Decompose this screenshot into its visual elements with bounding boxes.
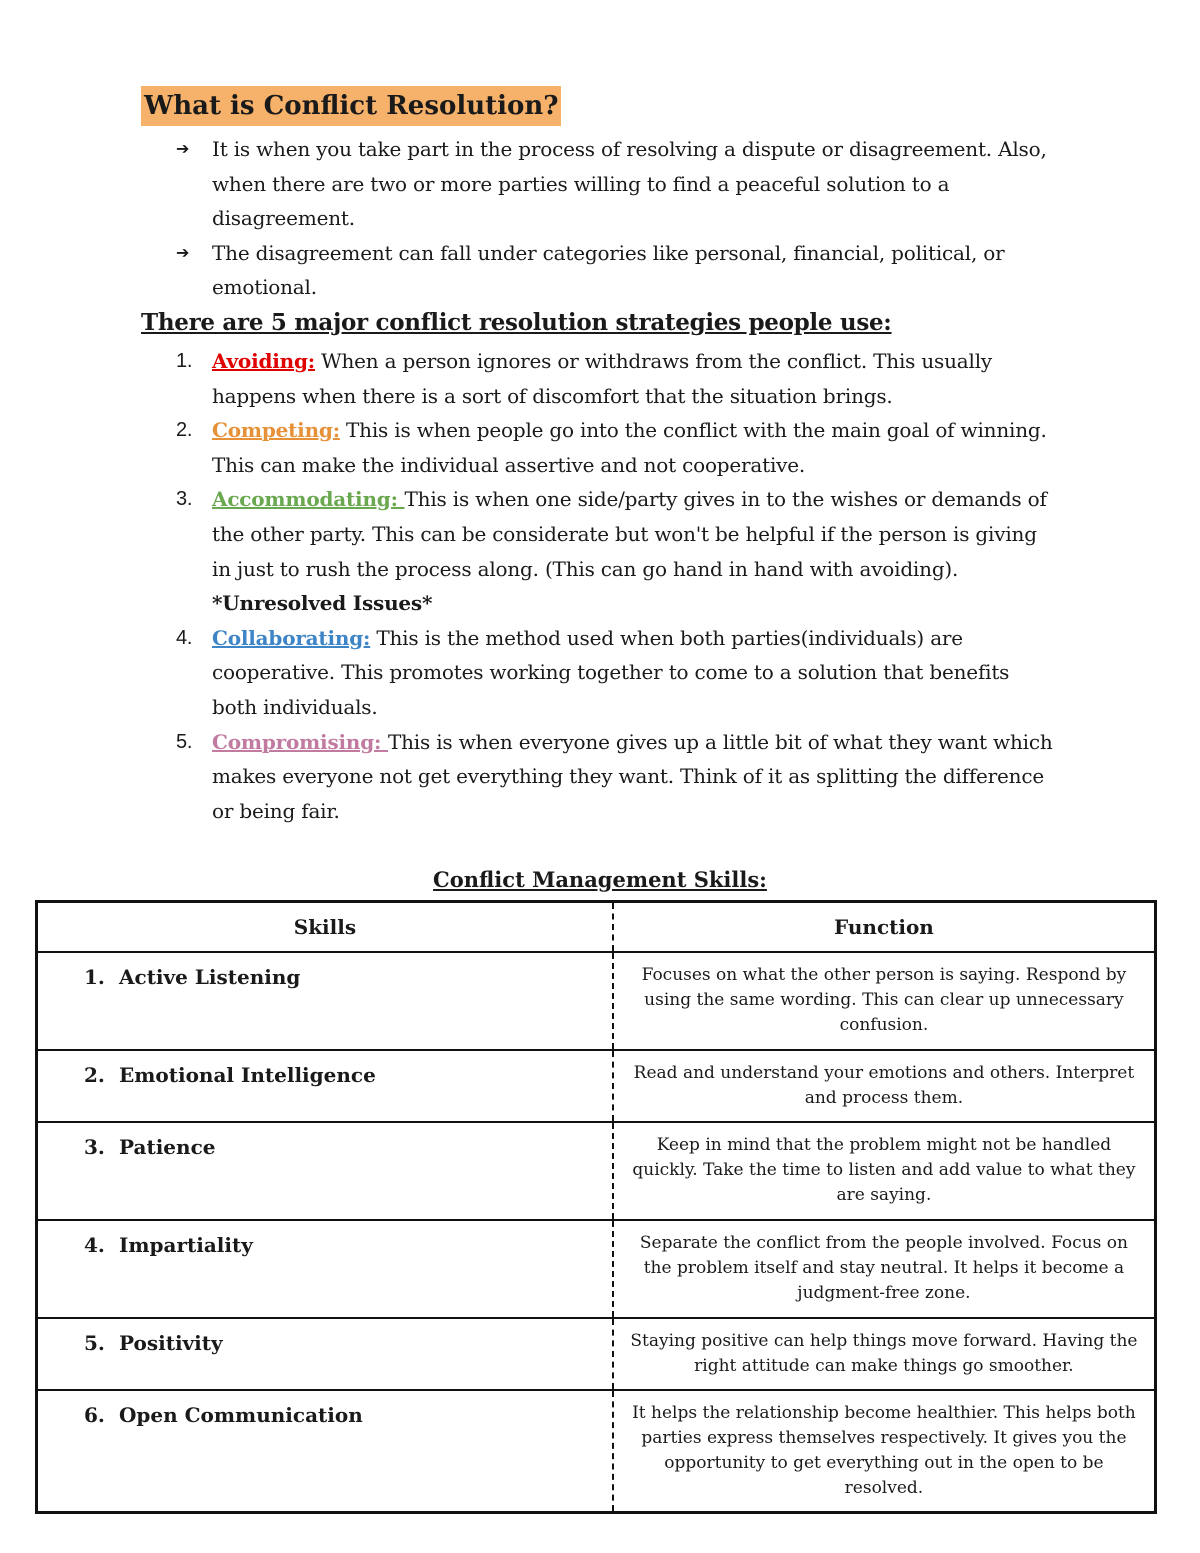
strategy-item [176,482,1056,620]
table-row [37,1318,1156,1390]
skill-number: 5. [84,1331,105,1355]
skill-name: Impartiality [119,1233,253,1257]
list-number: 1. [176,350,193,372]
strategy-term: Accommodating: [212,487,405,512]
strategy-item [176,621,1056,725]
arrow-right-icon: ➔ [176,139,190,158]
list-number: 3. [176,488,193,511]
table-title: Conflict Management Skills: [433,867,767,892]
skill-name: Emotional Intelligence [119,1063,376,1087]
function-cell: Separate the conflict from the people involved. Focus on the problem itself and stay neutral. It helps it become a judgment-free zone. [613,1220,1156,1318]
table-row [37,1220,1156,1318]
strategy-term: Avoiding: [212,349,315,373]
skill-cell [37,1318,613,1390]
skill-cell [37,1050,613,1122]
table-row [37,1122,1156,1220]
table-row [37,1050,1156,1122]
strategy-description: When a person ignores or withdraws from the conflict. This usually happens when there is a sort of discomfort that the situation brings. [212,349,993,408]
table-header-row [37,902,1156,953]
strategy-note: *Unresolved Issues* [212,591,433,616]
skill-number: 2. [84,1063,105,1087]
skill-name: Active Listening [119,965,301,989]
column-header-skills: Skills [37,902,613,953]
skill-number: 6. [84,1403,105,1427]
page-title: What is Conflict Resolution? [141,86,561,126]
table-row [37,952,1156,1050]
arrow-right-icon: ➔ [176,242,190,262]
bullet-item [176,132,1056,236]
strategy-description: This is when people go into the conflict with the main goal of winning. This can make the individual assertive and not cooperative. [212,418,1047,477]
bullet-text: The disagreement can fall under categories like personal, financial, political, or emotional. [212,240,1005,299]
skill-cell [37,1220,613,1318]
function-cell: It helps the relationship become healthier. This helps both parties express themselves respectively. It gives you the opportunity to get everything out in the open to be resolved. [613,1390,1156,1513]
strategy-term: Collaborating: [212,625,371,650]
list-number: 2. [176,419,193,442]
function-cell: Staying positive can help things move forward. Having the right attitude can make things go smoother. [613,1318,1156,1390]
skill-cell [37,1122,613,1220]
skill-name: Patience [119,1135,216,1159]
skills-table [35,900,1157,1514]
strategies-heading: There are 5 major conflict resolution strategies people use: [141,309,892,336]
skill-cell [37,1390,613,1513]
strategy-term: Competing: [212,418,340,443]
function-cell: Focuses on what the other person is saying. Respond by using the same wording. This can clear up unnecessary confusion. [613,952,1156,1050]
skill-name: Open Communication [119,1403,363,1427]
strategy-item [176,725,1056,829]
definition-bullets [176,132,1056,305]
strategy-description: This is the method used when both parties(individuals) are cooperative. This promotes working together to come to a solution that benefits both individuals. [212,625,1010,719]
function-cell: Read and understand your emotions and others. Interpret and process them. [613,1050,1156,1122]
skill-number: 1. [84,965,105,989]
bullet-text: It is when you take part in the process of resolving a dispute or disagreement. Also, when there are two or more parties willing to find a peaceful solution to a disagreement. [212,137,1047,230]
strategy-description: This is when everyone gives up a little bit of what they want which makes everyone not get everything they want. Think of it as splitting the difference or being fair. [212,729,1053,823]
strategy-term: Compromising: [212,729,388,754]
skill-number: 3. [84,1135,105,1159]
strategies-list [176,344,1056,828]
strategy-item [176,344,1056,413]
skill-cell [37,952,613,1050]
table-row [37,1390,1156,1513]
skill-name: Positivity [119,1331,223,1355]
strategy-description: This is when one side/party gives in to the wishes or demands of the other party. This can be considerate but won't be helpful if the person is giving in just to rush the process along. (This can go hand in hand with avoiding). [212,487,1047,581]
column-header-function: Function [613,902,1156,953]
function-cell: Keep in mind that the problem might not be handled quickly. Take the time to listen and add value to what they are saying. [613,1122,1156,1220]
skill-number: 4. [84,1233,105,1257]
list-number: 4. [176,626,193,649]
strategy-item [176,413,1056,482]
bullet-item [176,236,1056,305]
list-number: 5. [176,730,193,753]
